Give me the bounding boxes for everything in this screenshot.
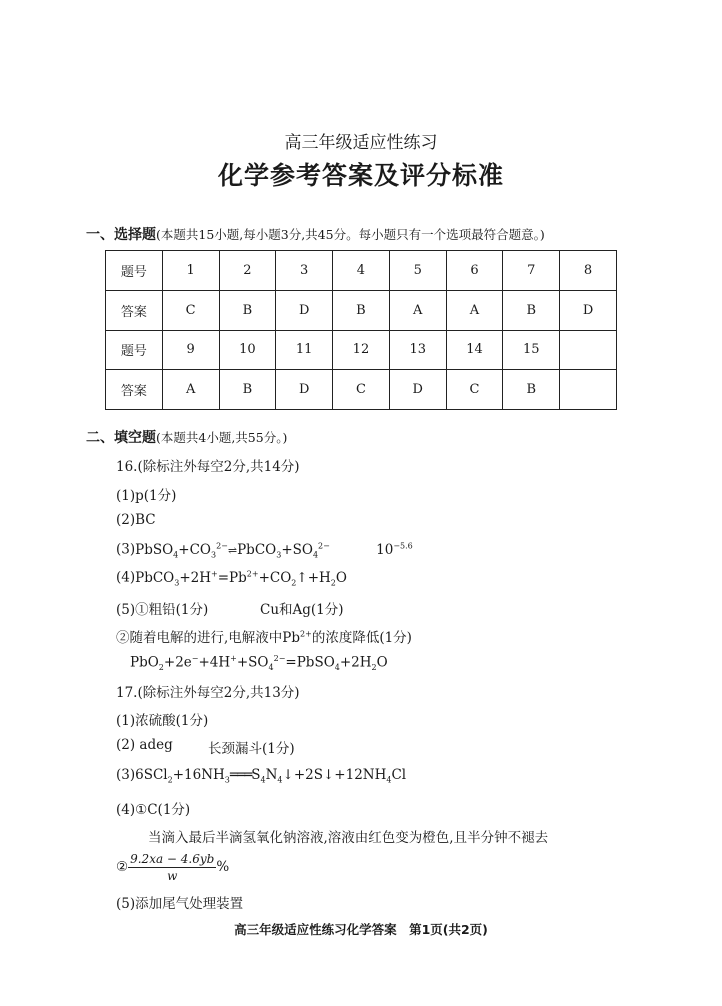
q16-equation-4: $PbCO_3+2H^+=Pb^{2+}+CO_2↑+H_2O$ — [135, 569, 347, 588]
answer-table-cell — [560, 370, 617, 410]
q16-answer-4-label: (4) — [116, 569, 136, 586]
q16-answer-5-part-1: (5)①粗铅(1分) — [116, 602, 209, 618]
section-1-note: (本题共15小题,每小题3分,共45分。每小题只有一个选项最符合题意。) — [156, 227, 545, 242]
answer-table-cell: A — [446, 290, 503, 330]
answer-table-cell: B — [219, 370, 276, 410]
answer-table-cell: 8 — [560, 251, 617, 291]
answer-table-cell: 13 — [389, 330, 446, 370]
answer-table-cell — [560, 330, 617, 370]
answer-table-cell: 3 — [276, 251, 333, 291]
q16-k-value: $10^{-5.6}$ — [376, 541, 413, 558]
answer-table-cell: 4 — [333, 251, 390, 291]
q17-answer-4-description: 当滴入最后半滴氢氧化钠溶液,溶液由红色变为橙色,且半分钟不褪去 — [148, 830, 549, 846]
q16-answer-2: (2)BC — [116, 512, 156, 528]
answer-table-row-header: 答案 — [106, 290, 163, 330]
section-2-label: 二、填空题 — [86, 430, 156, 446]
q17-answer-4-2: ② $\frac{9.2xa - 4.6yb}{w}$ % — [116, 852, 230, 883]
answer-table-cell: 6 — [446, 251, 503, 291]
q17-answer-5: (5)添加尾气处理装置 — [116, 896, 244, 912]
answer-table-row — [106, 370, 617, 410]
answer-table-cell: C — [446, 370, 503, 410]
page-footer: 高三年级适应性练习化学答案 第1页(共2页) — [234, 922, 488, 937]
answer-table-cell: B — [503, 370, 560, 410]
answer-table-cell: D — [276, 370, 333, 410]
answer-table-cell: 5 — [389, 251, 446, 291]
section-2-heading — [86, 427, 287, 447]
answer-table — [105, 250, 617, 410]
q17-fraction: $\frac{9.2xa - 4.6yb}{w}$ — [130, 852, 215, 883]
document-title: 化学参考答案及评分标准 — [217, 161, 504, 190]
q16-answer-1: (1)p(1分) — [116, 488, 177, 504]
answer-table-cell: D — [389, 370, 446, 410]
q16-intro: 16.(除标注外每空2分,共14分) — [116, 459, 300, 475]
section-1-label: 一、选择题 — [86, 227, 156, 243]
section-1-heading — [86, 224, 545, 244]
q17-answer-3 — [116, 767, 406, 785]
answer-table-row-header: 题号 — [106, 330, 163, 370]
answer-table-cell: A — [389, 290, 446, 330]
answer-table-cell: 14 — [446, 330, 503, 370]
answer-table-cell: 7 — [503, 251, 560, 291]
answer-table-cell: 15 — [503, 330, 560, 370]
answer-table-cell: B — [503, 290, 560, 330]
q16-answer-5-part-2: Cu和Ag(1分) — [260, 602, 344, 618]
answer-table-cell: 11 — [276, 330, 333, 370]
answer-table-cell: D — [560, 290, 617, 330]
answer-table-row-header: 题号 — [106, 251, 163, 291]
answer-table-cell: B — [219, 290, 276, 330]
q16-answer-3-label: (3) — [116, 541, 136, 558]
q16-electrode-equation: $PbO_2+2e^-+4H^++SO_4^{2-}=PbSO_4+2H_2O$ — [130, 654, 388, 673]
answer-table-cell: 10 — [219, 330, 276, 370]
answer-table-cell: C — [162, 290, 219, 330]
answer-table-row — [106, 330, 617, 370]
answer-table-cell: 12 — [333, 330, 390, 370]
q16-answer-5-2: ②随着电解的进行,电解液中$Pb^{2+}$的浓度降低(1分) — [116, 629, 412, 646]
q16-equation-3: $PbSO_4+CO_3^{2-}\rightleftharpoons PbCO_3+SO_4^{2-}$ — [135, 541, 330, 560]
answer-table-cell: B — [333, 290, 390, 330]
q16-answer-3 — [116, 541, 413, 559]
answer-table-row — [106, 251, 617, 291]
answer-table-cell: 1 — [162, 251, 219, 291]
q17-answer-2-part-2: 长颈漏斗(1分) — [208, 741, 295, 757]
document-subtitle: 高三年级适应性练习 — [284, 133, 438, 153]
answer-table-cell: A — [162, 370, 219, 410]
answer-table-cell: C — [333, 370, 390, 410]
q17-equation-3: $6SCl_2+16NH_3═══S_4N_4↓+2S↓+12NH_4Cl$ — [135, 767, 407, 785]
answer-table-row — [106, 290, 617, 330]
answer-table-cell: 9 — [162, 330, 219, 370]
answer-table-cell: D — [276, 290, 333, 330]
q17-answer-2-part-1: (2) adeg — [116, 737, 173, 753]
q17-intro: 17.(除标注外每空2分,共13分) — [116, 685, 300, 701]
q16-answer-4 — [116, 569, 347, 587]
answer-table-cell: 2 — [219, 251, 276, 291]
section-2-note: (本题共4小题,共55分。) — [156, 430, 288, 445]
q17-answer-4: (4)①C(1分) — [116, 802, 191, 818]
q17-answer-1: (1)浓硫酸(1分) — [116, 713, 209, 729]
q17-answer-3-label: (3) — [116, 767, 136, 783]
answer-table-row-header: 答案 — [106, 370, 163, 410]
